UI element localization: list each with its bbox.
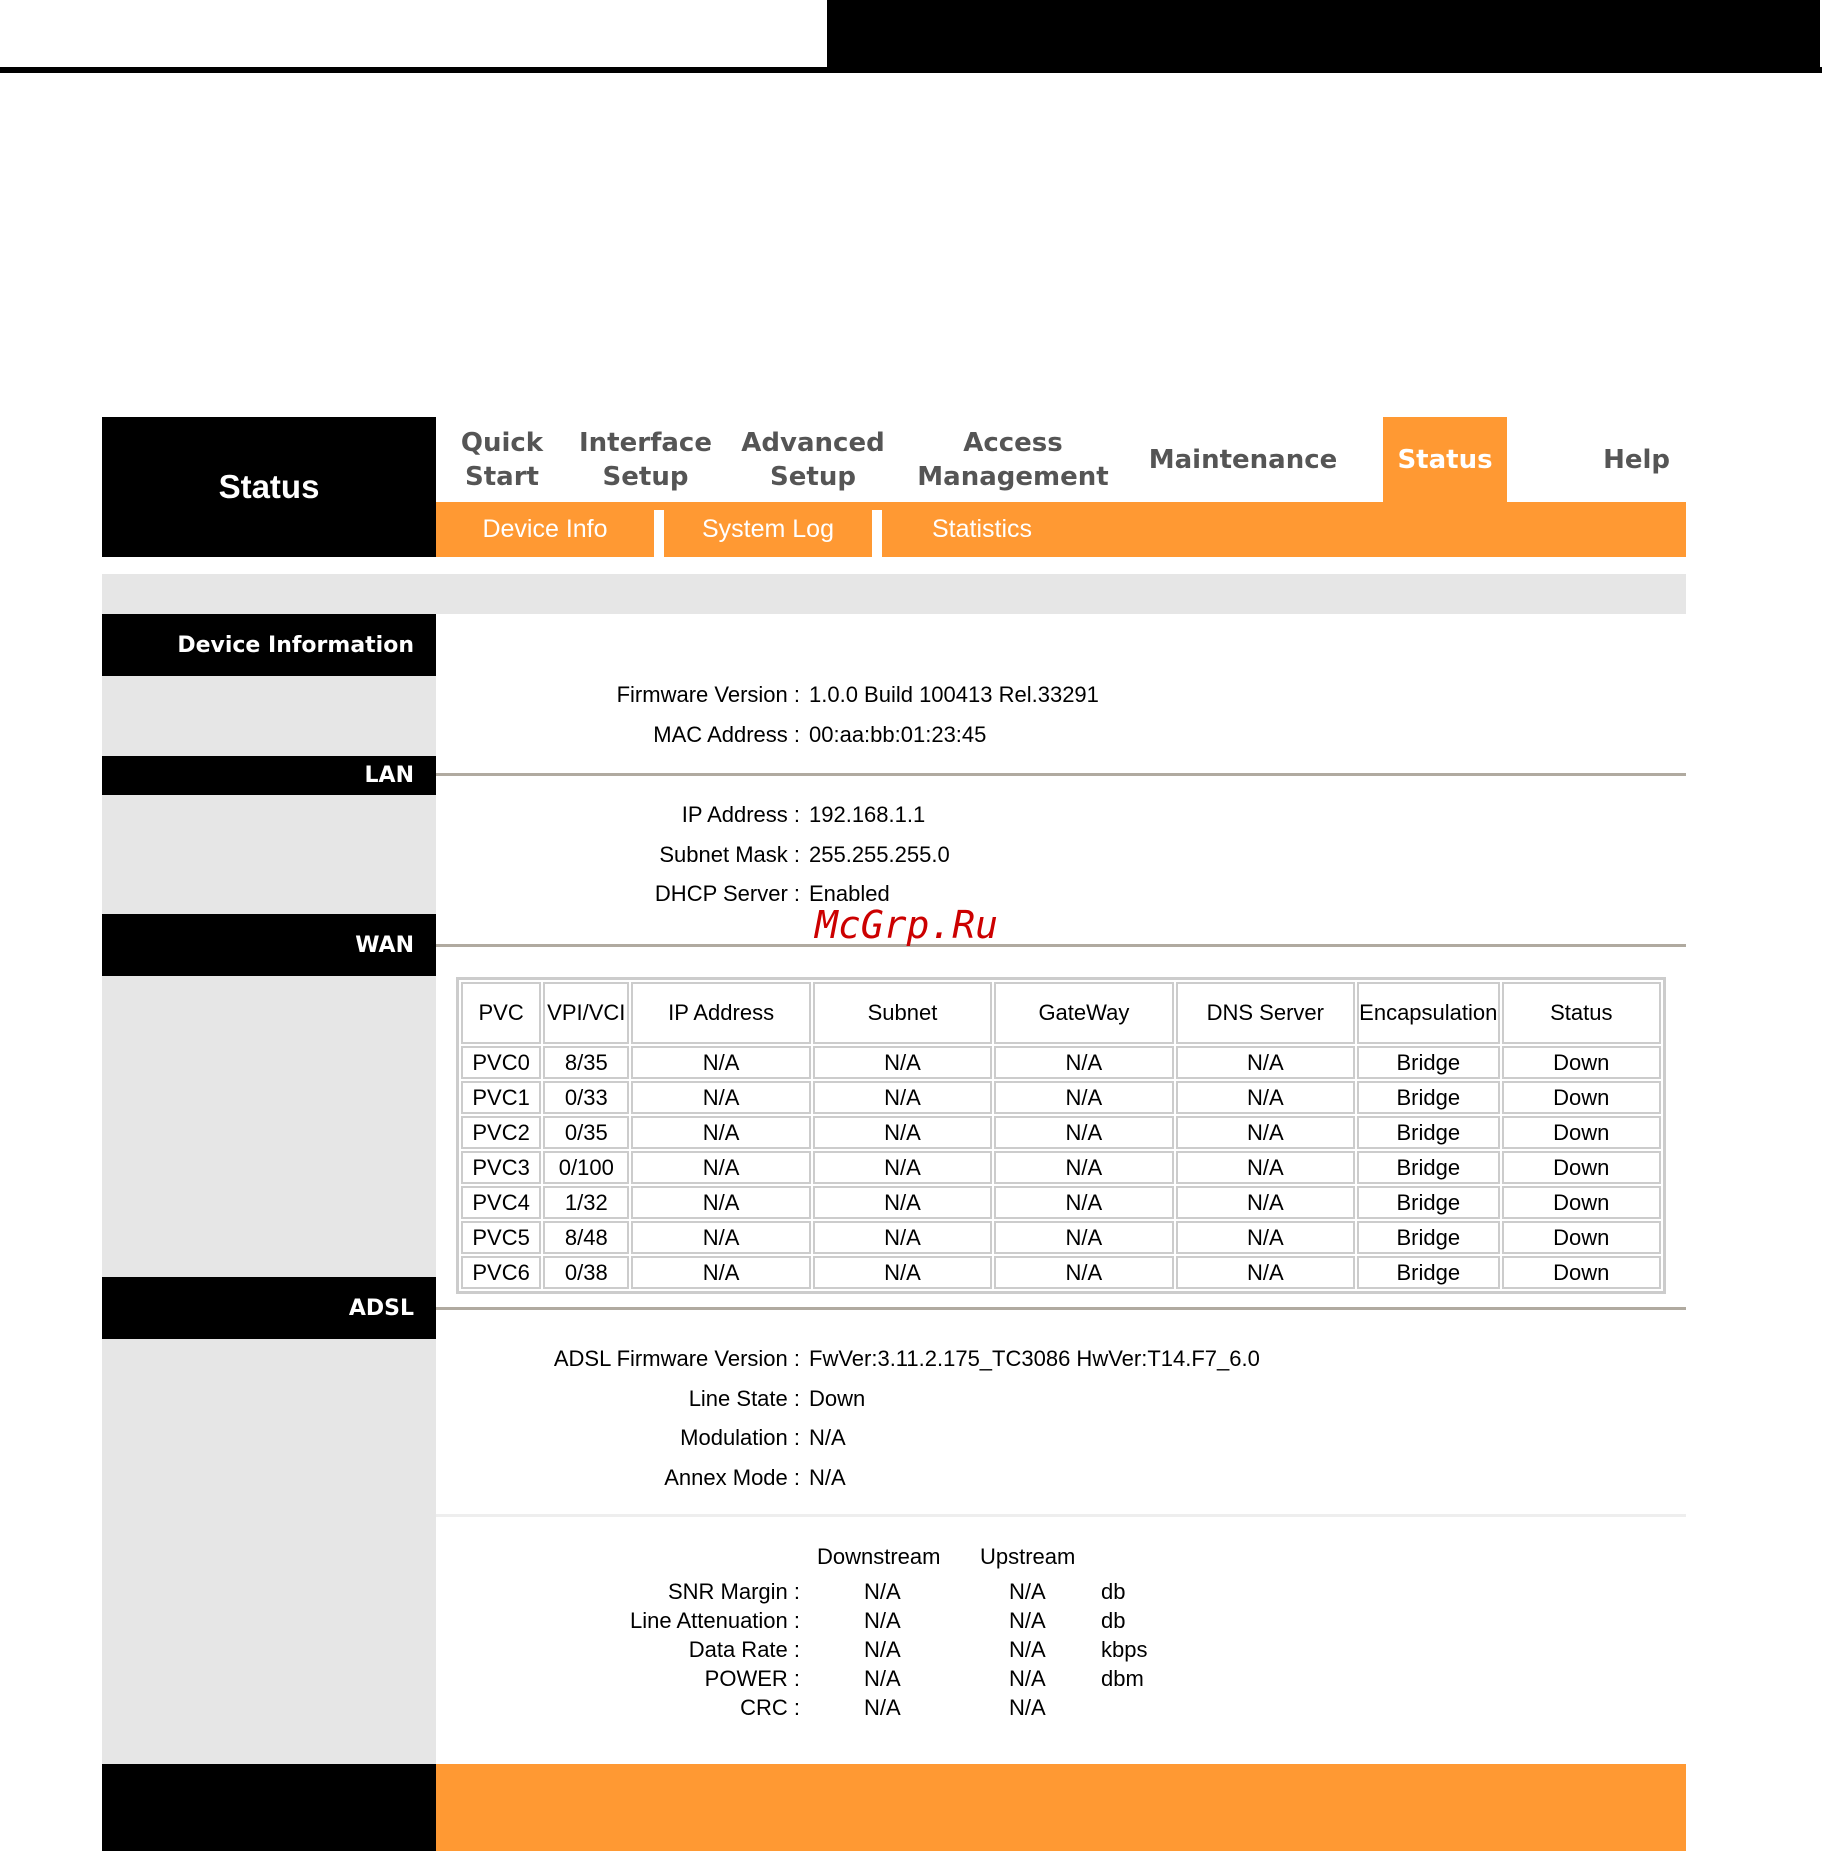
subnet-mask-value: 255.255.255.0 [809,842,950,867]
main-nav [436,417,1686,502]
subnav-statistics[interactable]: Statistics [931,515,1033,543]
col-gateway: GateWay [994,982,1173,1044]
col-pvc: PVC [461,982,541,1044]
cell: N/A [813,1081,992,1114]
cell: N/A [994,1256,1173,1289]
col-subnet: Subnet [813,982,992,1044]
line-attenuation-label: Line Attenuation : [629,1608,800,1633]
cell: 0/35 [543,1116,629,1149]
table-row [461,1186,1661,1219]
section-divider [436,1307,1686,1310]
cell: N/A [813,1221,992,1254]
footer-left [102,1764,436,1851]
cell: Bridge [1357,1116,1500,1149]
cell: Down [1502,1081,1661,1114]
cell: N/A [631,1116,810,1149]
data-rate-unit: kbps [1101,1637,1148,1662]
cell: 8/35 [543,1046,629,1079]
col-encapsulation: Encapsulation [1357,982,1500,1044]
cell: N/A [631,1151,810,1184]
modulation-label: Modulation : [680,1425,800,1450]
table-row [461,1256,1661,1289]
mac-address-value: 00:aa:bb:01:23:45 [809,722,987,747]
cell: 0/100 [543,1151,629,1184]
crc-up: N/A [1009,1695,1046,1720]
cell: 8/48 [543,1221,629,1254]
annex-mode-label: Annex Mode : [664,1465,800,1490]
cell: Down [1502,1186,1661,1219]
cell: PVC5 [461,1221,541,1254]
footer-bar [436,1764,1686,1851]
cell: N/A [1176,1046,1355,1079]
mac-address-label: MAC Address : [653,722,800,747]
nav-status[interactable]: Status [1383,417,1507,502]
section-device-information: Device Information [102,614,436,676]
col-vpi-vci: VPI/VCI [543,982,629,1044]
cell: 1/32 [543,1186,629,1219]
cell: Down [1502,1256,1661,1289]
lan-ip-label: IP Address : [681,802,800,827]
crc-down: N/A [864,1695,901,1720]
cell: Bridge [1357,1151,1500,1184]
firmware-version-value: 1.0.0 Build 100413 Rel.33291 [809,682,1099,707]
nav-advanced-setup[interactable]: Advanced Setup [741,427,885,492]
table-row [461,1046,1661,1079]
cell: Down [1502,1116,1661,1149]
cell: N/A [631,1046,810,1079]
cell: N/A [994,1151,1173,1184]
table-row [461,1116,1661,1149]
cell: N/A [813,1151,992,1184]
section-adsl: ADSL [102,1277,436,1339]
cell: PVC3 [461,1151,541,1184]
cell: PVC1 [461,1081,541,1114]
table-row [461,1081,1661,1114]
adsl-stats-divider [436,1514,1686,1517]
table-row [461,1221,1661,1254]
cell: N/A [813,1186,992,1219]
cell: N/A [813,1116,992,1149]
adsl-firmware-label: ADSL Firmware Version : [553,1346,800,1371]
nav-access-management[interactable]: Access Management [917,427,1109,492]
upstream-header: Upstream [980,1544,1076,1569]
cell: N/A [1176,1221,1355,1254]
table-row [461,1151,1661,1184]
nav-quick-start[interactable]: Quick Start [460,427,544,492]
cell: N/A [1176,1081,1355,1114]
dhcp-server-value: Enabled [809,881,890,906]
nav-interface-setup[interactable]: Interface Setup [579,427,712,492]
cell: N/A [631,1081,810,1114]
subnav-system-log[interactable]: System Log [701,515,834,543]
nav-help[interactable]: Help [1603,444,1670,475]
power-label: POWER : [704,1666,800,1691]
section-divider [436,773,1686,776]
table-header-row [461,982,1661,1044]
line-attenuation-unit: db [1101,1608,1126,1633]
annex-mode-value: N/A [809,1465,846,1490]
cell: N/A [631,1186,810,1219]
cell: N/A [1176,1186,1355,1219]
section-wan: WAN [102,914,436,976]
cell: Bridge [1357,1256,1500,1289]
crc-label: CRC : [740,1695,800,1720]
power-down: N/A [864,1666,901,1691]
cell: N/A [631,1256,810,1289]
content-top-bar [102,574,1686,614]
cell: N/A [813,1046,992,1079]
cell: N/A [994,1221,1173,1254]
section-divider [436,944,1686,947]
cell: N/A [1176,1151,1355,1184]
cell: 0/38 [543,1256,629,1289]
subnav-divider [654,510,664,557]
line-attenuation-down: N/A [864,1608,901,1633]
firmware-version-label: Firmware Version : [616,682,800,707]
cell: N/A [631,1221,810,1254]
cell: PVC6 [461,1256,541,1289]
section-lan: LAN [102,756,436,795]
page-title: Status [102,417,436,557]
cell: 0/33 [543,1081,629,1114]
col-dns-server: DNS Server [1176,982,1355,1044]
cell: Bridge [1357,1186,1500,1219]
snr-margin-label: SNR Margin : [667,1579,800,1604]
cell: PVC2 [461,1116,541,1149]
adsl-firmware-value: FwVer:3.11.2.175_TC3086 HwVer:T14.F7_6.0 [809,1346,1260,1371]
cell: Bridge [1357,1221,1500,1254]
modulation-value: N/A [809,1425,846,1450]
data-rate-label: Data Rate : [688,1637,800,1662]
cell: Down [1502,1046,1661,1079]
subnet-mask-label: Subnet Mask : [659,842,800,867]
cell: PVC4 [461,1186,541,1219]
cell: N/A [994,1046,1173,1079]
page-header-bar [827,0,1820,73]
line-attenuation-up: N/A [1009,1608,1046,1633]
snr-margin-down: N/A [864,1579,901,1604]
dhcp-server-label: DHCP Server : [654,881,800,906]
cell: Bridge [1357,1046,1500,1079]
power-unit: dbm [1101,1666,1144,1691]
data-rate-down: N/A [864,1637,901,1662]
cell: Down [1502,1221,1661,1254]
col-status: Status [1502,982,1661,1044]
nav-maintenance[interactable]: Maintenance [1148,444,1338,475]
cell: PVC0 [461,1046,541,1079]
downstream-header: Downstream [817,1544,941,1569]
cell: N/A [994,1186,1173,1219]
sub-nav [436,502,1686,557]
subnav-device-info[interactable]: Device Info [482,515,608,543]
line-state-label: Line State : [688,1386,800,1411]
data-rate-up: N/A [1009,1637,1046,1662]
subnav-divider [872,510,882,557]
snr-margin-unit: db [1101,1579,1126,1604]
cell: N/A [813,1256,992,1289]
cell: N/A [994,1081,1173,1114]
cell: Down [1502,1151,1661,1184]
cell: Bridge [1357,1081,1500,1114]
power-up: N/A [1009,1666,1046,1691]
cell: N/A [1176,1256,1355,1289]
lan-ip-value: 192.168.1.1 [809,802,926,827]
watermark: McGrp.Ru [815,903,999,947]
cell: N/A [1176,1116,1355,1149]
snr-margin-up: N/A [1009,1579,1046,1604]
cell: N/A [994,1116,1173,1149]
wan-table [456,977,1666,1294]
col-ip-address: IP Address [631,982,810,1044]
line-state-value: Down [809,1386,866,1411]
